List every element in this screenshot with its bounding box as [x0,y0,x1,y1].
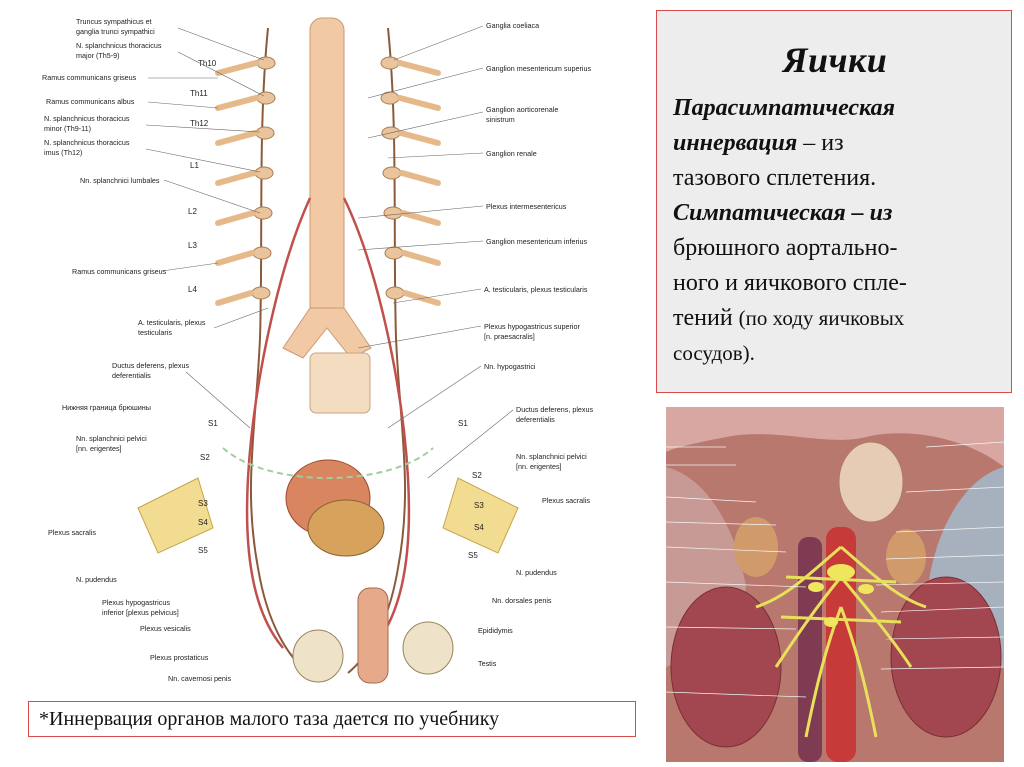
label: Ganglia coeliaca [486,21,540,30]
adrenal-left [734,517,778,577]
label: Ductus deferens, plexus [112,361,190,370]
adrenal-right [886,529,926,585]
testis-right [403,622,453,674]
text-line: ного и яичкового спле- [673,270,907,296]
label: major (Th5-9) [76,51,120,60]
segment-label: L1 [190,161,199,170]
segment-label: L4 [188,285,197,294]
testicular-artery-left [247,198,310,648]
stomach-outline [839,442,903,522]
slide-title: Яички [782,40,888,80]
vena-cava [798,537,822,762]
label: Ganglion mesentericum inferius [486,237,588,246]
text-regular: тений [673,305,739,331]
label: N. splanchnicus thoracicus [44,138,130,147]
segment-label: L2 [188,207,197,216]
right-labels [478,21,594,668]
label: Nn. splanchnici pelvici [76,434,147,443]
label: N. pudendus [76,575,117,584]
label: Plexus hypogastricus superior [484,322,580,331]
text-small: (по ходу яичковых [738,306,905,330]
penis [358,588,388,683]
text-line [673,126,997,161]
text-line [673,301,997,336]
label: Nn. dorsales penis [492,596,552,605]
label: [nn. erigentes] [76,444,122,453]
label: Plexus sacralis [48,528,96,537]
label: Ramus communicans griseus [42,73,137,82]
left-labels [42,17,232,683]
label: deferentialis [516,415,555,424]
segment-label: S1 [208,419,218,428]
label: imus (Th12) [44,148,83,157]
label: Nn. splanchnici lumbales [80,176,160,185]
label: Plexus sacralis [542,496,590,505]
segment-label: S1 [458,419,468,428]
label: N. splanchnicus thoracicus [44,114,130,123]
segment-label: S5 [198,546,208,555]
kidney-right [891,577,1001,737]
kidney-left [671,587,781,747]
caption-box: *Иннервация органов малого таза дается по учебнику [28,701,636,737]
label: Plexus hypogastricus [102,598,170,607]
label: Plexus intermesentericus [486,202,567,211]
innervation-description [673,91,997,371]
aorta-upper [310,18,344,318]
aorta-bifurcation [283,308,371,358]
label: Ganglion renale [486,149,537,158]
segment-label: L3 [188,241,197,250]
label: [nn. erigentes] [516,462,562,471]
segment-label: S4 [198,518,208,527]
text-line: брюшного аортально- [673,235,898,261]
testis-left [293,630,343,682]
testicular-artery-right [344,198,409,648]
label: Nn. cavernosi penis [168,674,232,683]
label: N. pudendus [516,568,557,577]
segment-label: Th12 [190,119,209,128]
testes-innervation-text-box [656,10,1012,393]
text-bold: иннервация [673,130,798,156]
abdominal-plexus-illustration [666,407,1004,762]
label: Epididymis [478,626,513,635]
label: Nn. hypogastrici [484,362,536,371]
text-line: тазового сплетения. [673,165,877,191]
label: sinistrum [486,115,515,124]
text-line: Симпатическая – из [673,200,893,226]
label: Нижняя граница брюшины [62,403,151,412]
label: minor (Th9-11) [44,124,91,133]
label: Plexus prostaticus [150,653,209,662]
label: deferentialis [112,371,151,380]
text-regular: – из [797,130,844,156]
label: N. splanchnicus thoracicus [76,41,162,50]
prostate [308,500,384,556]
label: A. testicularis, plexus testicularis [484,285,588,294]
segment-label: Th11 [190,89,208,98]
label: Ramus communicans griseus [72,267,167,276]
label: Ganglion aorticorenale [486,105,559,114]
autonomic-innervation-illustration [28,8,628,698]
text-line: Парасимпатическая [673,95,895,121]
sacrum-block [310,353,370,413]
label: Ramus communicans albus [46,97,135,106]
label: Plexus vesicalis [140,624,191,633]
segment-label: S5 [468,551,478,560]
segment-label: Th10 [198,59,217,68]
label: Ganglion mesentericum superius [486,64,592,73]
label: ganglia trunci sympathici [76,27,155,36]
label: Nn. splanchnici pelvici [516,452,587,461]
label: A. testicularis, plexus [138,318,206,327]
aorta [826,527,856,762]
label: [n. praesacralis] [484,332,535,341]
label: inferior [plexus pelvicus] [102,608,179,617]
segment-label: S2 [200,453,210,462]
label: Testis [478,659,497,668]
segment-label: S3 [474,501,484,510]
segment-label: S4 [474,523,484,532]
segment-label: S2 [472,471,482,480]
segment-label: S3 [198,499,208,508]
label: Truncus sympathicus et [76,17,152,26]
label: testicularis [138,328,172,337]
label: Ductus deferens, plexus [516,405,594,414]
text-line: сосудов). [673,341,755,365]
